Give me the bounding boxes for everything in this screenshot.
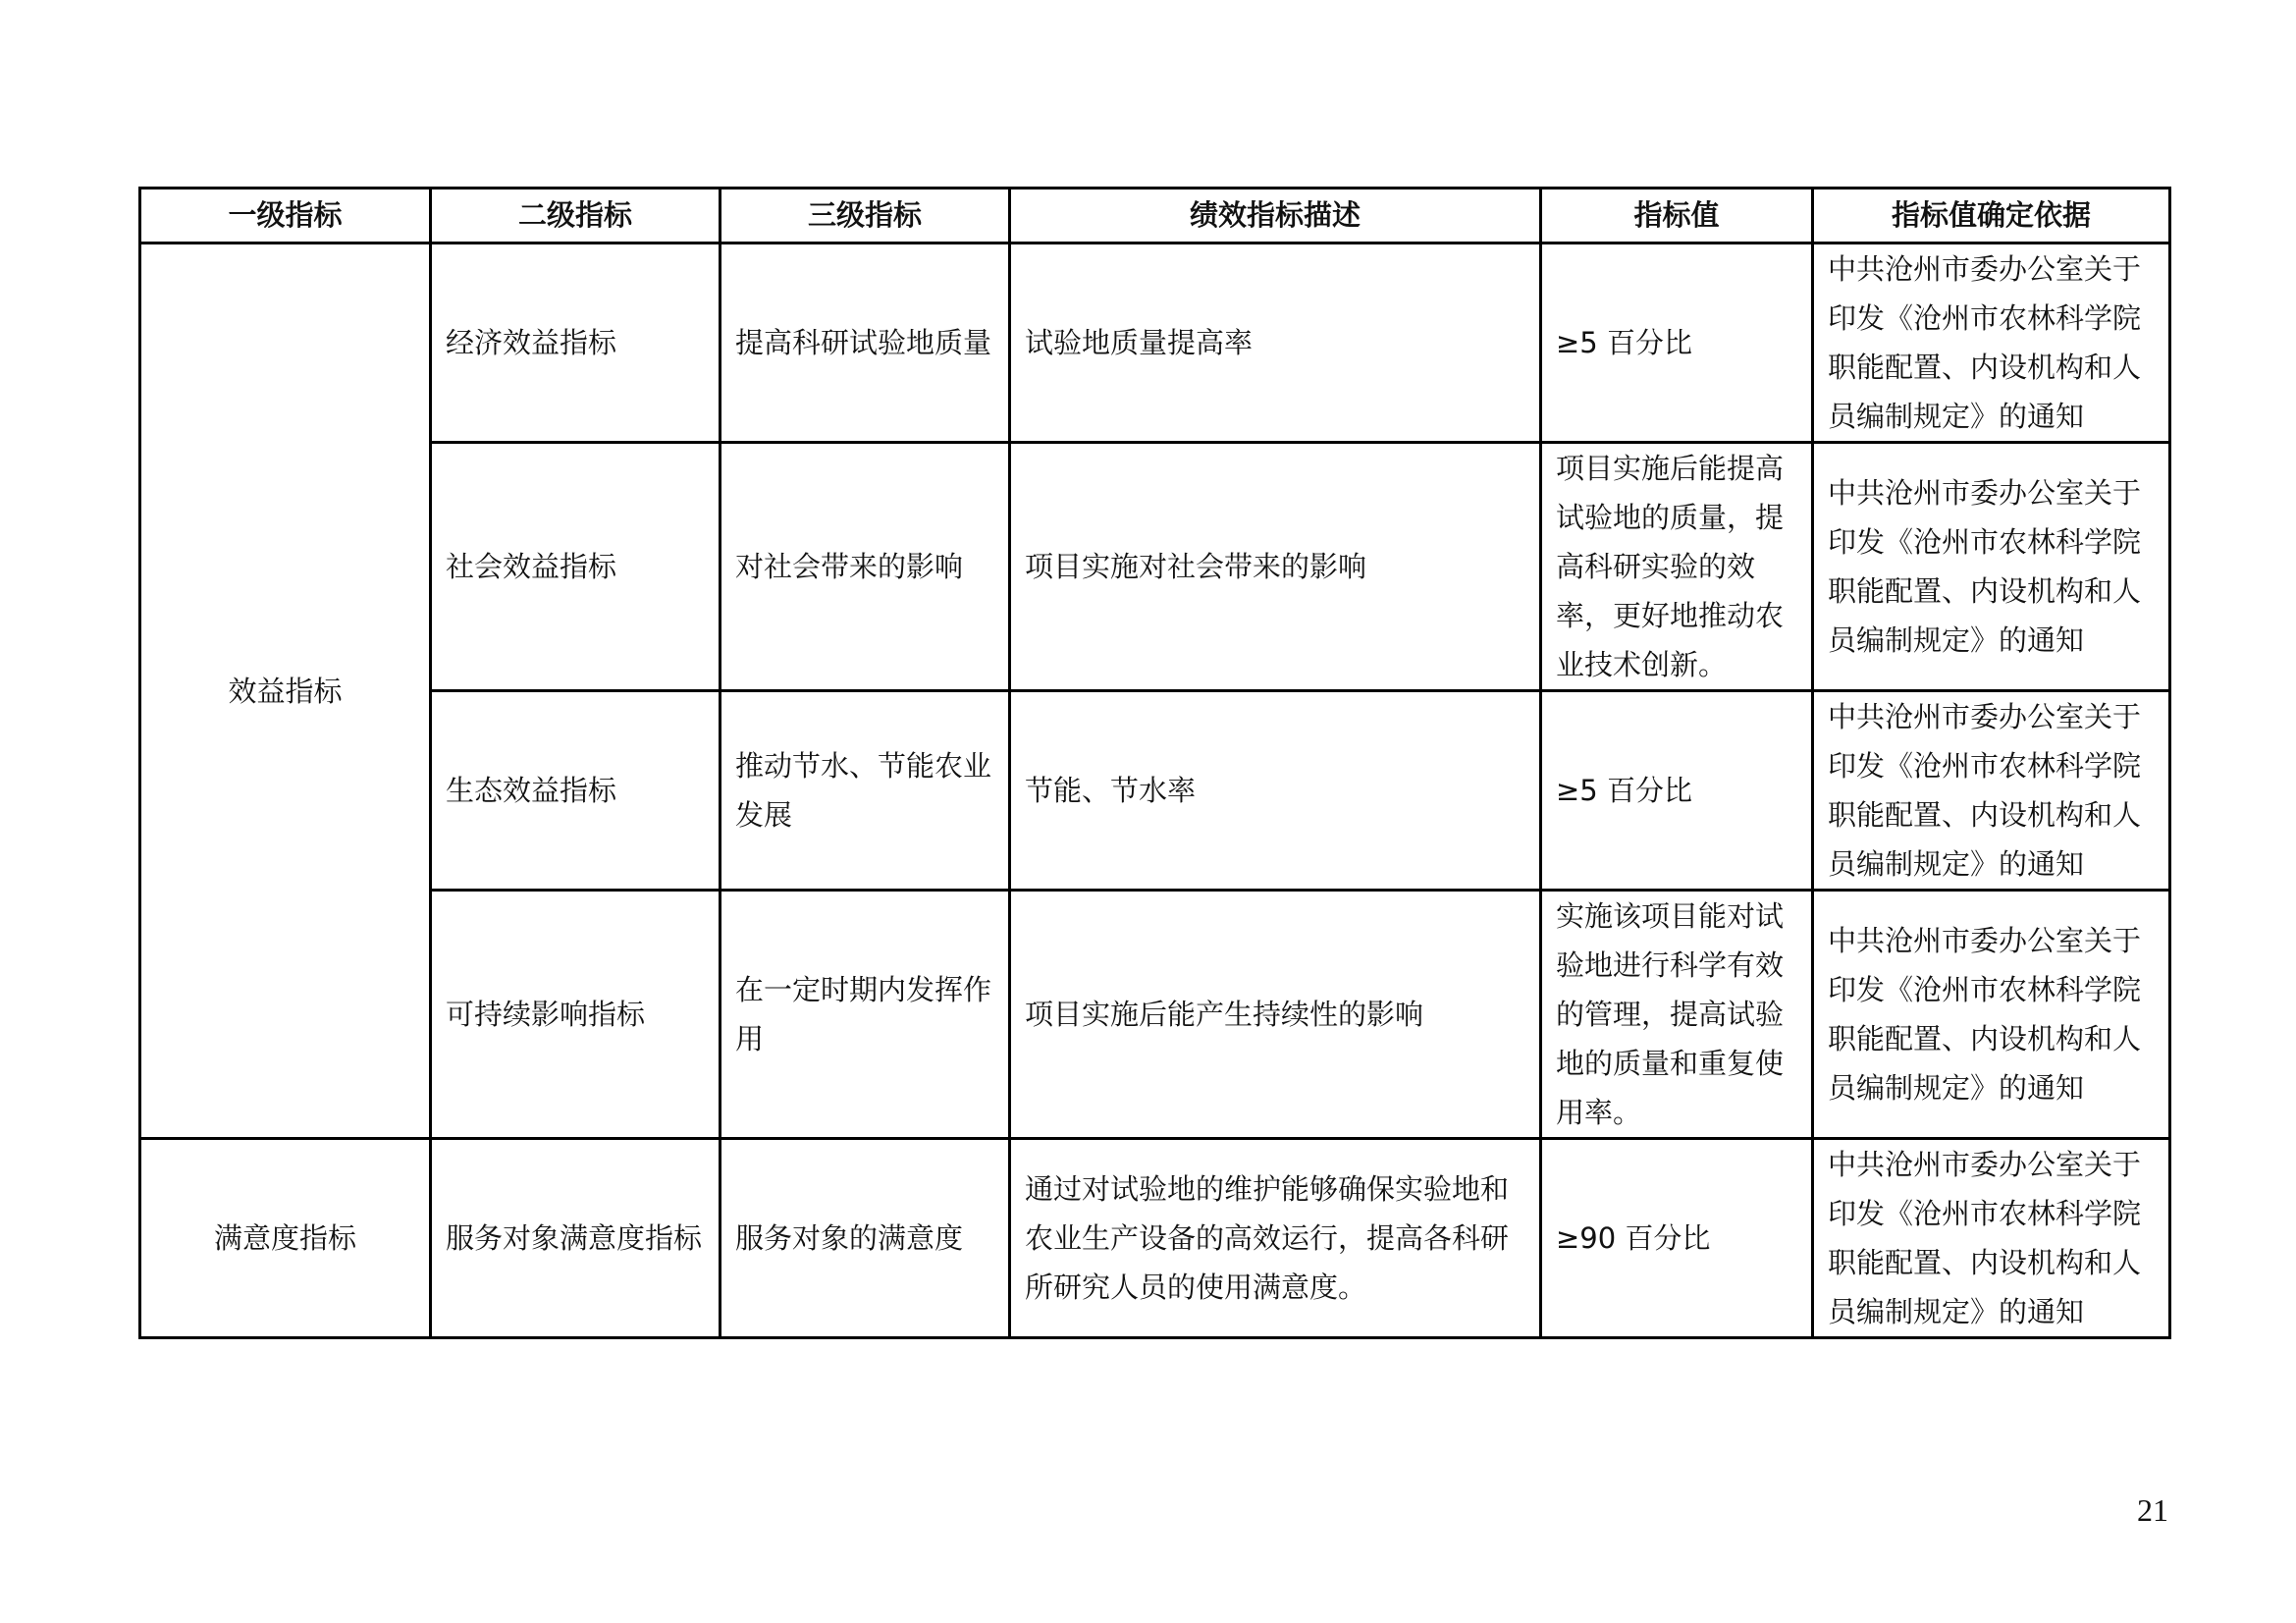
level3-cell: 提高科研试验地质量 [721,243,1010,443]
level2-cell: 可持续影响指标 [431,891,721,1139]
description-cell: 项目实施对社会带来的影响 [1010,443,1541,691]
value-cell: ≥5 百分比 [1541,691,1813,891]
performance-indicator-table [138,187,2171,1339]
basis-cell: 中共沧州市委办公室关于印发《沧州市农林科学院职能配置、内设机构和人员编制规定》的通知 [1813,443,2170,691]
table-row [140,891,2170,1139]
value-cell: 实施该项目能对试验地进行科学有效的管理，提高试验地的质量和重复使用率。 [1541,891,1813,1139]
value-cell: ≥90 百分比 [1541,1139,1813,1338]
level2-cell: 社会效益指标 [431,443,721,691]
header-basis: 指标值确定依据 [1813,189,2170,243]
table-header-row [140,189,2170,243]
table-row [140,1139,2170,1338]
page-number: 21 [2137,1492,2168,1528]
basis-cell: 中共沧州市委办公室关于印发《沧州市农林科学院职能配置、内设机构和人员编制规定》的通知 [1813,1139,2170,1338]
level1-cell: 满意度指标 [140,1139,431,1338]
basis-cell: 中共沧州市委办公室关于印发《沧州市农林科学院职能配置、内设机构和人员编制规定》的通知 [1813,891,2170,1139]
header-level3: 三级指标 [721,189,1010,243]
header-level1: 一级指标 [140,189,431,243]
level2-cell: 服务对象满意度指标 [431,1139,721,1338]
description-cell: 节能、节水率 [1010,691,1541,891]
value-cell: 项目实施后能提高试验地的质量，提高科研实验的效率，更好地推动农业技术创新。 [1541,443,1813,691]
level3-cell: 对社会带来的影响 [721,443,1010,691]
level1-cell: 效益指标 [140,243,431,1139]
level3-cell: 服务对象的满意度 [721,1139,1010,1338]
level2-cell: 经济效益指标 [431,243,721,443]
table-row [140,691,2170,891]
header-value: 指标值 [1541,189,1813,243]
table-row [140,243,2170,443]
header-description: 绩效指标描述 [1010,189,1541,243]
basis-cell: 中共沧州市委办公室关于印发《沧州市农林科学院职能配置、内设机构和人员编制规定》的通知 [1813,691,2170,891]
value-cell: ≥5 百分比 [1541,243,1813,443]
basis-cell: 中共沧州市委办公室关于印发《沧州市农林科学院职能配置、内设机构和人员编制规定》的通知 [1813,243,2170,443]
header-level2: 二级指标 [431,189,721,243]
level3-cell: 在一定时期内发挥作用 [721,891,1010,1139]
level2-cell: 生态效益指标 [431,691,721,891]
level3-cell: 推动节水、节能农业发展 [721,691,1010,891]
description-cell: 项目实施后能产生持续性的影响 [1010,891,1541,1139]
description-cell: 通过对试验地的维护能够确保实验地和农业生产设备的高效运行，提高各科研所研究人员的使用满意度。 [1010,1139,1541,1338]
table-row [140,443,2170,691]
description-cell: 试验地质量提高率 [1010,243,1541,443]
